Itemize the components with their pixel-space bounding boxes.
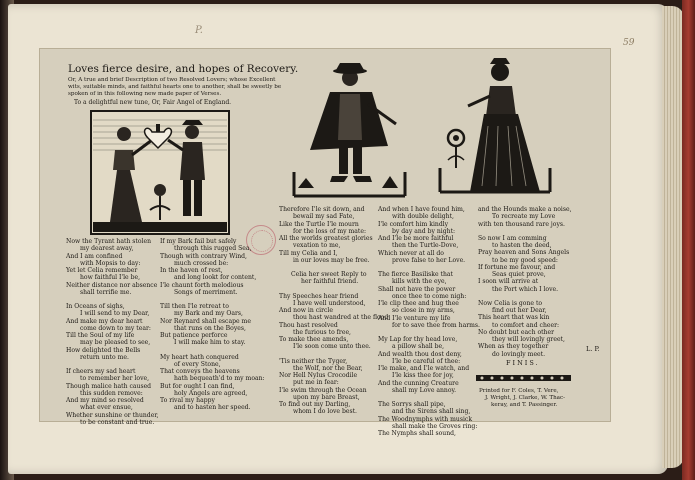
verse-line: I soon will arrive at: [478, 278, 539, 286]
verse-line: this sudden remove:: [80, 389, 143, 397]
verse-line: But for ought I can find,: [160, 382, 235, 390]
verse-line: to remember her love,: [80, 375, 150, 383]
verse-line: my Bark and my Oars,: [174, 310, 243, 318]
verse-line: bewail my sad Fate,: [293, 213, 355, 221]
verse-line: with double delight,: [392, 213, 454, 221]
verse-line: Nor Reynard shall escape me: [160, 317, 251, 325]
verse-line: upon my bare Breast,: [293, 393, 360, 401]
verse-line: Shall not have the power: [378, 285, 456, 293]
verse-line: much crossed be:: [174, 259, 229, 267]
pencil-annotation: P.: [195, 25, 203, 36]
woodcut-couple-heart: [90, 110, 230, 235]
verse-line: And I'le venture my life: [378, 314, 451, 322]
verse-line: I'le swim through the Ocean: [279, 386, 367, 394]
verse-line: that runs on the Boyes,: [174, 324, 246, 332]
verse-line: The Woodnymphs with musick: [378, 415, 473, 423]
verse-line: In the haven of rest,: [160, 267, 223, 274]
verse-line: Like the Turtle I'le mourn: [279, 220, 359, 228]
verse-line: No doubt but each other: [478, 328, 555, 336]
verse-line: I will send to my Dear,: [80, 310, 150, 318]
verse-line: to hasten the deed,: [492, 242, 552, 249]
verse-line: and to hasten her speed.: [174, 404, 251, 412]
verse-line: by day and by night:: [392, 227, 456, 235]
verse-line: thou hast wandred at the flood: [293, 314, 389, 322]
folio-number: 59: [623, 38, 635, 48]
verse-line: I'le clip thee and hug thee: [378, 300, 459, 307]
verse-line: Songs of merriment.: [174, 288, 238, 296]
verse-line: And now in circle: [279, 307, 333, 314]
verse-line: I'le comfort him kindly: [378, 220, 449, 228]
woodcut-lady-flower: [438, 56, 553, 196]
verse-line: I will make him to stay.: [174, 339, 246, 347]
verse-line: Till then I'le retreat to: [160, 303, 229, 310]
verse-line: Seas quiet prove,: [492, 271, 546, 278]
imprint: [479, 388, 565, 410]
verse-line: How delighted the Bells: [66, 346, 141, 354]
verse-line: Whether sunshine or thunder,: [66, 411, 159, 419]
verse-line: how faithful I'le be,: [80, 274, 141, 282]
verse-line: Now the Tyrant hath stolen: [66, 238, 152, 245]
verse-line: 'Tis neither the Tyger,: [279, 357, 348, 365]
verse-line: And wealth thou dost deny,: [378, 350, 462, 358]
verse-line: I'le be careful of thee:: [392, 357, 461, 365]
verse-column-4: [378, 206, 480, 437]
verse-line: If fortune me favour, and: [478, 263, 556, 271]
verse-line: and the Sirens shall sing,: [392, 408, 471, 416]
verse-line: do lovingly meet.: [492, 350, 546, 358]
verse-line: once thee to come nigh:: [392, 292, 467, 300]
page-edges: [662, 6, 684, 468]
verse-line: If cheers my sad heart: [66, 368, 136, 375]
verse-line: to be constant and true.: [80, 418, 155, 426]
verse-line: Thy Speeches hear friend: [279, 292, 359, 300]
verse-line: hath bequeath'd to my moan:: [174, 375, 265, 383]
verse-line: But patience perforce: [160, 332, 228, 339]
verse-line: shall terrifie me.: [80, 288, 132, 296]
finis-text: FINIS.: [506, 359, 540, 367]
verse-line: My heart hath conquered: [160, 353, 239, 361]
verse-line: And I am confined: [66, 252, 123, 260]
verse-line: to comfort and cheer:: [492, 321, 560, 329]
verse-line: and the Hounds make a noise,: [478, 206, 572, 213]
verse-line: a pillow shall be,: [392, 343, 445, 351]
verse-line: Neither distance nor absence: [66, 281, 158, 289]
verse-line: Nor Hell Nylus Crocodile: [279, 372, 358, 379]
verse-line: All the worlds greatest glories: [279, 235, 373, 242]
verse-line: So now I am comming: [478, 234, 547, 242]
verse-line: I'le make, and I'le watch, and: [378, 365, 470, 372]
verse-column-5: [478, 206, 572, 358]
verse-line: for the loss of my mate:: [293, 227, 367, 235]
ballad-tune: To a delightful new tune, Or, Fair Angel of England.: [74, 99, 232, 106]
verse-line: Now Celia is gone to: [478, 299, 543, 307]
verse-line: Till my Celia and I,: [279, 249, 338, 257]
verse-column-1: [66, 238, 159, 426]
verse-line: In Oceans of sighs,: [66, 303, 125, 310]
verse-line: To rival my happy: [160, 397, 215, 404]
verse-line: Though with contrary Wind,: [160, 252, 247, 260]
verse-line: find out her Dear,: [492, 307, 547, 314]
verse-line: through this rugged Sea,: [174, 245, 252, 253]
verse-line: Yet let Celia remember: [66, 267, 138, 274]
verse-line: put me in fear:: [293, 379, 339, 387]
verse-line: holy Angels are agreed,: [174, 389, 248, 397]
verse-line: the Wolf, nor the Bear,: [293, 364, 363, 372]
verse-line: so close in my arms,: [392, 307, 455, 315]
verse-line: Thou hast resolved: [279, 321, 338, 329]
verse-line: with ten thousand rare joys.: [478, 220, 565, 228]
verse-column-3: [279, 206, 388, 416]
verse-line: I'le kiss thee for joy,: [392, 372, 454, 380]
verse-line: I have well understood,: [293, 299, 366, 307]
verse-line: To find out my Darling,: [279, 401, 351, 408]
ballad-subtitle: Or, A true and brief Description of two Resolved Lovers; whose Excellent wits, suitable minds, and faithful hearts one to another, shall be sweetly be spoken of in this following new made paper of Verses.: [68, 77, 282, 97]
verse-line: what ever ensue,: [80, 404, 133, 412]
verse-line: of every Stone,: [174, 360, 221, 368]
verse-line: I'le soon come unto thee.: [293, 343, 371, 351]
verse-line: The Sorrys shall pipe,: [378, 401, 446, 408]
verse-line: That conveys the heavens: [160, 368, 240, 375]
verse-column-2: [160, 238, 265, 412]
reply-heading: her faithful friend.: [301, 278, 359, 286]
verse-line: my dearest away,: [80, 245, 134, 253]
verse-line: Which never at all do: [378, 249, 444, 257]
imprint-line: Printed for F. Coles, T. Vere,: [479, 388, 559, 394]
verse-line: kills with the eye,: [392, 278, 447, 286]
verse-line: The Nymphs shall sound,: [378, 430, 456, 437]
verse-line: To recreate my Love: [492, 213, 556, 221]
verse-line: for to save thee from harms.: [392, 321, 480, 329]
verse-line: and long lookt for content,: [174, 274, 257, 282]
verse-line: And my mind so resolved: [66, 397, 144, 404]
verse-line: This heart that was kin: [478, 314, 550, 322]
verse-line: And I'le be more faithful: [378, 235, 454, 242]
verse-line: And the cunning Creature: [378, 379, 459, 387]
woodcut-gentleman: [292, 60, 407, 200]
verse-line: they will lovingly greet,: [492, 336, 565, 343]
verse-line: may be pleased to see,: [80, 339, 151, 347]
verse-line: the Port which I love.: [492, 285, 559, 293]
imprint-line: J. Wright, J. Clarke, W. Thac-: [485, 395, 566, 402]
verse-line: And make my dear heart: [66, 317, 143, 325]
verse-line: whom I do love best.: [293, 408, 357, 416]
imprint-line: keray, and T. Passinger.: [491, 402, 558, 409]
verse-line: in our loves may be free.: [293, 256, 370, 264]
verse-line: Pray heaven and Sons Angels: [478, 249, 570, 257]
verse-line: to be my good speed:: [492, 256, 558, 264]
verse-line: shall make the Groves ring:: [392, 422, 478, 430]
verse-line: with Mopsis to day:: [80, 259, 141, 267]
verse-line: My Lap for thy head love,: [378, 336, 458, 343]
verse-line: To make thee amends,: [279, 336, 349, 343]
verse-line: The fierce Basiliske that: [378, 271, 453, 278]
verse-line: vexation to me,: [293, 242, 341, 250]
verse-line: then the Turtle-Dove,: [392, 242, 459, 250]
reply-heading: Celia her sweet Reply to: [291, 271, 367, 278]
verse-line: And when I have found him,: [378, 206, 465, 213]
verse-line: When as they together: [478, 343, 549, 351]
red-binding: [682, 0, 695, 480]
verse-line: If my Bark fail but safely: [160, 238, 237, 245]
verse-line: Though malice hath caused: [66, 382, 152, 390]
verse-line: come down to my tear:: [80, 324, 151, 332]
verse-line: I'le chaunt forth melodious: [160, 281, 244, 289]
verse-line: Therefore I'le sit down, and: [279, 206, 365, 213]
printer-ornament: [476, 374, 571, 382]
verse-line: return unto me.: [80, 353, 129, 361]
ballad-title: Loves fierce desire, and hopes of Recovery.: [68, 63, 299, 75]
verse-line: prove false to her Love.: [392, 256, 466, 264]
verse-line: shall my Love annoy.: [392, 386, 457, 394]
verse-line: the furious to free,: [293, 328, 351, 336]
author-initials: L. P.: [586, 345, 600, 353]
verse-line: Till the Soul of my life: [66, 332, 135, 339]
